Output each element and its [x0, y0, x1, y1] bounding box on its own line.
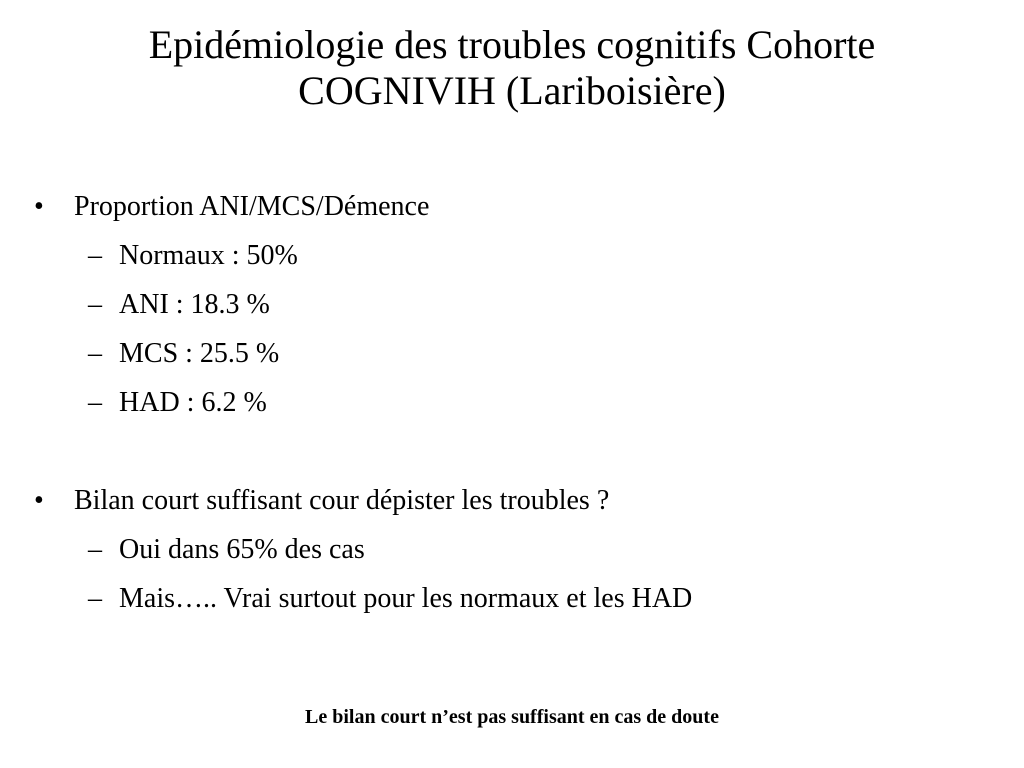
- sub-item-text: ANI : 18.3 %: [119, 289, 270, 320]
- sub-item-text: MCS : 25.5 %: [119, 338, 280, 369]
- bullet-marker: •: [34, 191, 44, 222]
- bullet-text: Bilan court suffisant cour dépister les troubles ?: [74, 485, 610, 516]
- dash-marker: –: [88, 534, 102, 565]
- sub-item-text: HAD : 6.2 %: [119, 387, 267, 418]
- bullet-item-bilan-court: [34, 485, 609, 517]
- bullet-item-proportion: [34, 191, 429, 223]
- sub-item-mais: [88, 583, 692, 615]
- sub-item-text: Oui dans 65% des cas: [119, 534, 365, 565]
- sub-item-had: [88, 387, 267, 419]
- sub-item-text: Mais….. Vrai surtout pour les normaux et les HAD: [119, 583, 693, 614]
- dash-marker: –: [88, 240, 102, 271]
- sub-item-mcs: [88, 338, 279, 370]
- slide-title: [60, 22, 964, 114]
- sub-item-text: Normaux : 50%: [119, 240, 298, 271]
- sub-item-normaux: [88, 240, 298, 272]
- slide-title-line-1: Epidémiologie des troubles cognitifs Cohorte: [148, 22, 876, 67]
- bullet-text: Proportion ANI/MCS/Démence: [74, 191, 430, 222]
- footer-note: Le bilan court n’est pas suffisant en cas de doute: [305, 706, 719, 728]
- slide-title-line-2: COGNIVIH (Lariboisière): [298, 68, 726, 113]
- sub-item-ani: [88, 289, 270, 321]
- bullet-marker: •: [34, 485, 44, 516]
- dash-marker: –: [88, 289, 102, 320]
- dash-marker: –: [88, 387, 102, 418]
- sub-item-oui: [88, 534, 365, 566]
- dash-marker: –: [88, 338, 102, 369]
- dash-marker: –: [88, 583, 102, 614]
